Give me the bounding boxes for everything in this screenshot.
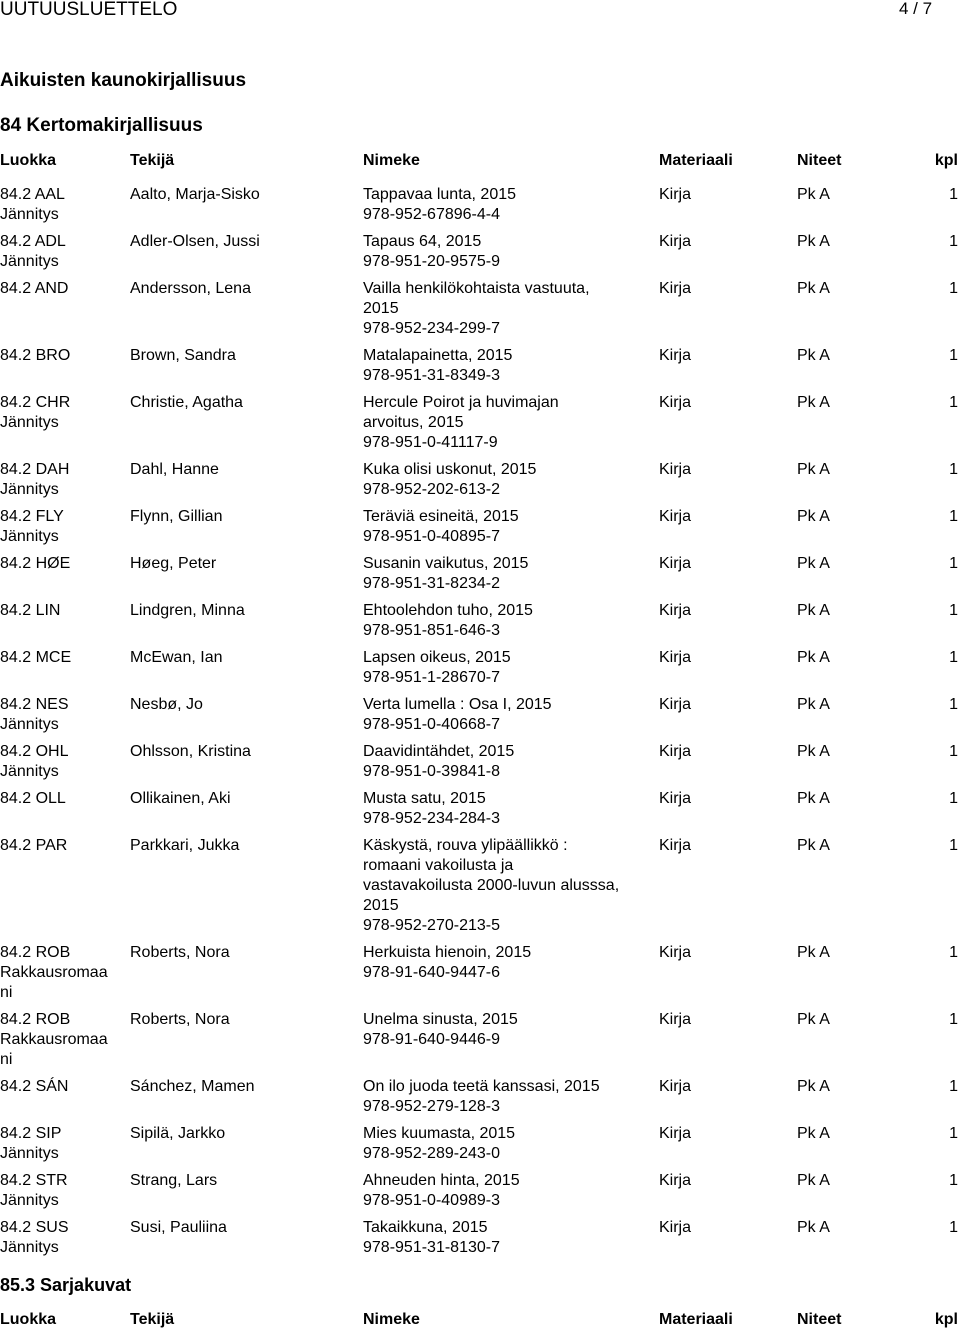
cell-niteet: Pk A bbox=[797, 555, 830, 572]
column-header-kpl: kpl bbox=[934, 152, 958, 169]
cell-tekija: Christie, Agatha bbox=[130, 394, 243, 411]
table-row bbox=[0, 1171, 960, 1218]
cell-luokka: 84.2 FLY Jännitys bbox=[0, 508, 64, 545]
section-title: Aikuisten kaunokirjallisuus bbox=[0, 70, 247, 91]
cell-niteet: Pk A bbox=[797, 347, 830, 364]
cell-tekija: Sánchez, Mamen bbox=[130, 1078, 255, 1095]
cell-tekija: Høeg, Peter bbox=[130, 555, 217, 572]
cell-nimeke: Musta satu, 2015 978-952-234-284-3 bbox=[363, 790, 500, 827]
column-header-nimeke: Nimeke bbox=[363, 1311, 420, 1328]
cell-niteet: Pk A bbox=[797, 233, 830, 250]
cell-luokka: 84.2 ADL Jännitys bbox=[0, 233, 66, 270]
cell-kpl: 1 bbox=[949, 1011, 958, 1028]
table-row bbox=[0, 943, 960, 1010]
cell-luokka: 84.2 HØE bbox=[0, 555, 71, 572]
cell-niteet: Pk A bbox=[797, 944, 830, 961]
cell-nimeke: Takaikkuna, 2015 978-951-31-8130-7 bbox=[363, 1219, 500, 1256]
cell-nimeke: Käskystä, rouva ylipäällikkö : romaani vakoilusta ja vastavakoilusta 2000-luvun alusssa, 2015 978-952-270-213-5 bbox=[363, 837, 620, 934]
column-header-tekija: Tekijä bbox=[130, 1311, 175, 1328]
cell-materiaali: Kirja bbox=[659, 649, 692, 666]
table-row bbox=[0, 232, 960, 279]
cell-kpl: 1 bbox=[949, 347, 958, 364]
table-row bbox=[0, 1010, 960, 1077]
cell-kpl: 1 bbox=[949, 1219, 958, 1236]
cell-materiaali: Kirja bbox=[659, 555, 692, 572]
cell-nimeke: Teräviä esineitä, 2015 978-951-0-40895-7 bbox=[363, 508, 519, 545]
cell-tekija: Brown, Sandra bbox=[130, 347, 236, 364]
column-header-materiaali: Materiaali bbox=[659, 152, 733, 169]
cell-nimeke: Vailla henkilökohtaista vastuuta, 2015 978-952-234-299-7 bbox=[363, 280, 590, 337]
cell-luokka: 84.2 BRO bbox=[0, 347, 71, 364]
cell-niteet: Pk A bbox=[797, 186, 830, 203]
cell-kpl: 1 bbox=[949, 394, 958, 411]
column-header-luokka: Luokka bbox=[0, 1311, 57, 1328]
table-row bbox=[0, 648, 960, 695]
cell-niteet: Pk A bbox=[797, 1219, 830, 1236]
cell-materiaali: Kirja bbox=[659, 696, 692, 713]
cell-tekija: Ollikainen, Aki bbox=[130, 790, 231, 807]
cell-tekija: Andersson, Lena bbox=[130, 280, 251, 297]
cell-nimeke: Ahneuden hinta, 2015 978-951-0-40989-3 bbox=[363, 1172, 520, 1209]
cell-tekija: Dahl, Hanne bbox=[130, 461, 219, 478]
cell-nimeke: Ehtoolehdon tuho, 2015 978-951-851-646-3 bbox=[363, 602, 533, 639]
cell-tekija: Susi, Pauliina bbox=[130, 1219, 227, 1236]
cell-materiaali: Kirja bbox=[659, 394, 692, 411]
cell-kpl: 1 bbox=[949, 461, 958, 478]
cell-materiaali: Kirja bbox=[659, 1078, 692, 1095]
cell-nimeke: Lapsen oikeus, 2015 978-951-1-28670-7 bbox=[363, 649, 511, 686]
cell-nimeke: Susanin vaikutus, 2015 978-951-31-8234-2 bbox=[363, 555, 529, 592]
table-row bbox=[0, 601, 960, 648]
cell-materiaali: Kirja bbox=[659, 233, 692, 250]
table-row bbox=[0, 1124, 960, 1171]
cell-luokka: 84.2 AAL Jännitys bbox=[0, 186, 65, 223]
table-row bbox=[0, 789, 960, 836]
cell-niteet: Pk A bbox=[797, 1125, 830, 1142]
cell-kpl: 1 bbox=[949, 1125, 958, 1142]
cell-luokka: 84.2 CHR Jännitys bbox=[0, 394, 71, 431]
cell-luokka: 84.2 SUS Jännitys bbox=[0, 1219, 69, 1256]
cell-materiaali: Kirja bbox=[659, 186, 692, 203]
cell-luokka: 84.2 LIN bbox=[0, 602, 61, 619]
cell-nimeke: Daavidintähdet, 2015 978-951-0-39841-8 bbox=[363, 743, 515, 780]
cell-nimeke: Unelma sinusta, 2015 978-91-640-9446-9 bbox=[363, 1011, 518, 1048]
column-header-kpl: kpl bbox=[934, 1311, 958, 1328]
cell-tekija: Lindgren, Minna bbox=[130, 602, 245, 619]
cell-luokka: 84.2 NES Jännitys bbox=[0, 696, 69, 733]
cell-nimeke: Hercule Poirot ja huvimajan arvoitus, 2015 978-951-0-41117-9 bbox=[363, 394, 559, 451]
cell-niteet: Pk A bbox=[797, 696, 830, 713]
cell-luokka: 84.2 AND bbox=[0, 280, 69, 297]
cell-tekija: Parkkari, Jukka bbox=[130, 837, 240, 854]
cell-kpl: 1 bbox=[949, 602, 958, 619]
cell-kpl: 1 bbox=[949, 696, 958, 713]
cell-tekija: Strang, Lars bbox=[130, 1172, 218, 1189]
cell-nimeke: Tappavaa lunta, 2015 978-952-67896-4-4 bbox=[363, 186, 517, 223]
cell-nimeke: Verta lumella : Osa I, 2015 978-951-0-40668-7 bbox=[363, 696, 552, 733]
cell-luokka: 84.2 ROB Rakkausromaa ni bbox=[0, 1011, 108, 1068]
cell-niteet: Pk A bbox=[797, 1078, 830, 1095]
cell-kpl: 1 bbox=[949, 944, 958, 961]
table-row bbox=[0, 279, 960, 346]
cell-tekija: Sipilä, Jarkko bbox=[130, 1125, 226, 1142]
cell-tekija: Flynn, Gillian bbox=[130, 508, 223, 525]
cell-kpl: 1 bbox=[949, 649, 958, 666]
cell-luokka: 84.2 OHL Jännitys bbox=[0, 743, 69, 780]
cell-niteet: Pk A bbox=[797, 837, 830, 854]
table-row bbox=[0, 554, 960, 601]
cell-materiaali: Kirja bbox=[659, 743, 692, 760]
cell-tekija: Nesbø, Jo bbox=[130, 696, 203, 713]
cell-tekija: Adler-Olsen, Jussi bbox=[130, 233, 260, 250]
table-header-2 bbox=[0, 1311, 960, 1331]
cell-materiaali: Kirja bbox=[659, 1172, 692, 1189]
cell-nimeke: Mies kuumasta, 2015 978-952-289-243-0 bbox=[363, 1125, 516, 1162]
cell-tekija: Roberts, Nora bbox=[130, 1011, 230, 1028]
cell-nimeke: Matalapainetta, 2015 978-951-31-8349-3 bbox=[363, 347, 513, 384]
cell-luokka: 84.2 SÁN bbox=[0, 1078, 69, 1095]
cell-niteet: Pk A bbox=[797, 602, 830, 619]
cell-niteet: Pk A bbox=[797, 461, 830, 478]
table-row bbox=[0, 695, 960, 742]
cell-luokka: 84.2 ROB Rakkausromaa ni bbox=[0, 944, 108, 1001]
column-header-niteet: Niteet bbox=[797, 152, 842, 169]
cell-materiaali: Kirja bbox=[659, 1219, 692, 1236]
cell-nimeke: Kuka olisi uskonut, 2015 978-952-202-613-2 bbox=[363, 461, 537, 498]
cell-nimeke: Herkuista hienoin, 2015 978-91-640-9447-6 bbox=[363, 944, 532, 981]
cell-materiaali: Kirja bbox=[659, 1125, 692, 1142]
cell-materiaali: Kirja bbox=[659, 280, 692, 297]
cell-niteet: Pk A bbox=[797, 394, 830, 411]
cell-kpl: 1 bbox=[949, 555, 958, 572]
table-row bbox=[0, 1077, 960, 1124]
cell-kpl: 1 bbox=[949, 837, 958, 854]
cell-tekija: Aalto, Marja-Sisko bbox=[130, 186, 260, 203]
cell-niteet: Pk A bbox=[797, 1011, 830, 1028]
column-header-tekija: Tekijä bbox=[130, 152, 175, 169]
cell-luokka: 84.2 STR Jännitys bbox=[0, 1172, 68, 1209]
cell-luokka: 84.2 DAH Jännitys bbox=[0, 461, 70, 498]
table-row bbox=[0, 393, 960, 460]
cell-kpl: 1 bbox=[949, 186, 958, 203]
cell-materiaali: Kirja bbox=[659, 508, 692, 525]
cell-tekija: McEwan, Ian bbox=[130, 649, 223, 666]
cell-luokka: 84.2 MCE bbox=[0, 649, 72, 666]
cell-kpl: 1 bbox=[949, 233, 958, 250]
column-header-niteet: Niteet bbox=[797, 1311, 842, 1328]
cell-nimeke: On ilo juoda teetä kanssasi, 2015 978-952-279-128-3 bbox=[363, 1078, 600, 1115]
catalog-table bbox=[0, 185, 960, 1265]
cell-materiaali: Kirja bbox=[659, 461, 692, 478]
table-row bbox=[0, 836, 960, 943]
cell-kpl: 1 bbox=[949, 508, 958, 525]
cell-luokka: 84.2 PAR bbox=[0, 837, 68, 854]
cell-materiaali: Kirja bbox=[659, 347, 692, 364]
cell-kpl: 1 bbox=[949, 743, 958, 760]
cell-niteet: Pk A bbox=[797, 280, 830, 297]
subsection-title: 84 Kertomakirjallisuus bbox=[0, 115, 203, 136]
cell-materiaali: Kirja bbox=[659, 837, 692, 854]
cell-tekija: Roberts, Nora bbox=[130, 944, 230, 961]
column-header-luokka: Luokka bbox=[0, 152, 57, 169]
next-section-title: 85.3 Sarjakuvat bbox=[0, 1275, 132, 1295]
cell-niteet: Pk A bbox=[797, 790, 830, 807]
table-header bbox=[0, 152, 960, 172]
cell-materiaali: Kirja bbox=[659, 1011, 692, 1028]
cell-niteet: Pk A bbox=[797, 649, 830, 666]
cell-kpl: 1 bbox=[949, 1078, 958, 1095]
cell-materiaali: Kirja bbox=[659, 602, 692, 619]
cell-luokka: 84.2 SIP Jännitys bbox=[0, 1125, 62, 1162]
cell-niteet: Pk A bbox=[797, 743, 830, 760]
cell-materiaali: Kirja bbox=[659, 790, 692, 807]
table-row bbox=[0, 346, 960, 393]
cell-luokka: 84.2 OLL bbox=[0, 790, 66, 807]
table-row bbox=[0, 185, 960, 232]
table-row bbox=[0, 460, 960, 507]
cell-kpl: 1 bbox=[949, 280, 958, 297]
table-row bbox=[0, 507, 960, 554]
document-title: UUTUUSLUETTELO bbox=[0, 0, 178, 20]
cell-nimeke: Tapaus 64, 2015 978-951-20-9575-9 bbox=[363, 233, 500, 270]
cell-niteet: Pk A bbox=[797, 1172, 830, 1189]
cell-niteet: Pk A bbox=[797, 508, 830, 525]
column-header-materiaali: Materiaali bbox=[659, 1311, 733, 1328]
cell-kpl: 1 bbox=[949, 1172, 958, 1189]
column-header-nimeke: Nimeke bbox=[363, 152, 420, 169]
cell-materiaali: Kirja bbox=[659, 944, 692, 961]
table-row bbox=[0, 742, 960, 789]
page-number: 4 / 7 bbox=[899, 0, 933, 18]
table-row bbox=[0, 1218, 960, 1265]
cell-tekija: Ohlsson, Kristina bbox=[130, 743, 251, 760]
cell-kpl: 1 bbox=[949, 790, 958, 807]
